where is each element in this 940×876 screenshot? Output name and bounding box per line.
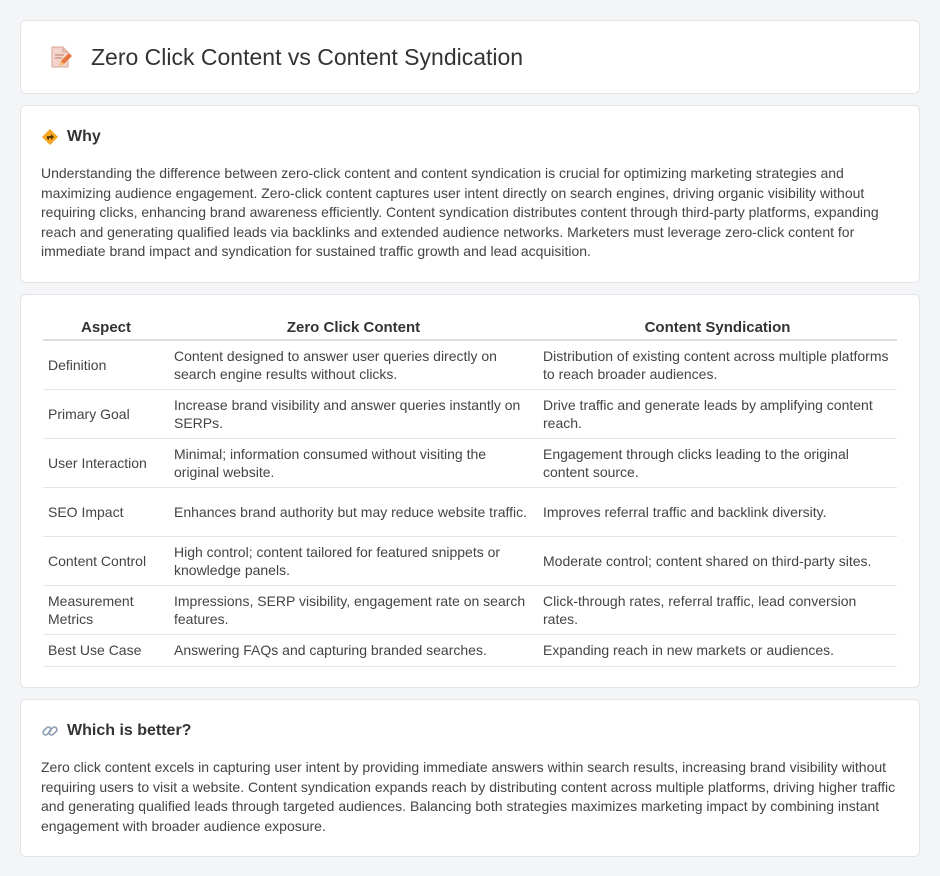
- table-row: [43, 340, 897, 390]
- zero-click-cell: Enhances brand authority but may reduce website traffic.: [169, 487, 538, 536]
- which-better-heading: [41, 722, 899, 740]
- aspect-cell: User Interaction: [43, 438, 169, 487]
- table-row: [43, 585, 897, 634]
- zero-click-cell: Answering FAQs and capturing branded searches.: [169, 634, 538, 666]
- comparison-table-card: [20, 294, 920, 688]
- syndication-cell: Engagement through clicks leading to the original content source.: [538, 438, 897, 487]
- header-card: [20, 20, 920, 94]
- column-header-aspect: Aspect: [43, 315, 169, 340]
- why-title: Why: [67, 128, 101, 145]
- table-row: [43, 438, 897, 487]
- zero-click-cell: Minimal; information consumed without visiting the original website.: [169, 438, 538, 487]
- diamond-direction-icon: [41, 128, 59, 146]
- syndication-cell: Moderate control; content shared on third-party sites.: [538, 536, 897, 585]
- syndication-cell: Distribution of existing content across multiple platforms to reach broader audiences.: [538, 340, 897, 390]
- aspect-cell: Definition: [43, 340, 169, 390]
- why-heading: [41, 128, 899, 146]
- page-title: Zero Click Content vs Content Syndication: [91, 43, 524, 70]
- table-row: [43, 389, 897, 438]
- column-header-zero-click: Zero Click Content: [169, 315, 538, 340]
- aspect-cell: SEO Impact: [43, 487, 169, 536]
- syndication-cell: Improves referral traffic and backlink diversity.: [538, 487, 897, 536]
- syndication-cell: Click-through rates, referral traffic, lead conversion rates.: [538, 585, 897, 634]
- zero-click-cell: Increase brand visibility and answer queries instantly on SERPs.: [169, 389, 538, 438]
- why-text: Understanding the difference between zero-click content and content syndication is crucial for optimizing marketing strategies and maximizing audience engagement. Zero-click content captures user intent directly on search engines, driving organic visibility without requiring clicks, enhancing brand awareness efficiently. Content syndication distributes content through third-party platforms, expanding reach and generating qualified leads via backlinks and extended audience networks. Marketers must leverage zero-click content for immediate brand impact and syndication for sustained traffic growth and lead acquisition.: [41, 165, 879, 260]
- aspect-cell: Best Use Case: [43, 634, 169, 666]
- zero-click-cell: Content designed to answer user queries directly on search engine results without clicks.: [169, 340, 538, 390]
- column-header-syndication: Content Syndication: [538, 315, 897, 340]
- which-better-text: Zero click content excels in capturing user intent by providing immediate answers within search results, increasing brand visibility without requiring users to visit a website. Content syndication expands reach by distributing content across multiple platforms, driving higher traffic and generating qualified leads through targeted audiences. Balancing both strategies maximizes marketing impact by combining instant engagement with broader audience exposure.: [41, 758, 896, 834]
- table-row: [43, 634, 897, 666]
- document-edit-icon: [47, 44, 73, 70]
- which-better-section: [20, 699, 920, 857]
- table-row: [43, 536, 897, 585]
- syndication-cell: Drive traffic and generate leads by amplifying content reach.: [538, 389, 897, 438]
- zero-click-cell: Impressions, SERP visibility, engagement rate on search features.: [169, 585, 538, 634]
- aspect-cell: Content Control: [43, 536, 169, 585]
- zero-click-cell: High control; content tailored for featured snippets or knowledge panels.: [169, 536, 538, 585]
- why-section: [20, 105, 920, 283]
- aspect-cell: Primary Goal: [43, 389, 169, 438]
- table-row: [43, 487, 897, 536]
- which-better-title: Which is better?: [67, 721, 192, 739]
- comparison-table: [43, 315, 897, 667]
- table-header-row: [43, 315, 897, 340]
- link-icon: [41, 722, 59, 740]
- aspect-cell: Measurement Metrics: [43, 585, 169, 634]
- syndication-cell: Expanding reach in new markets or audiences.: [538, 634, 897, 666]
